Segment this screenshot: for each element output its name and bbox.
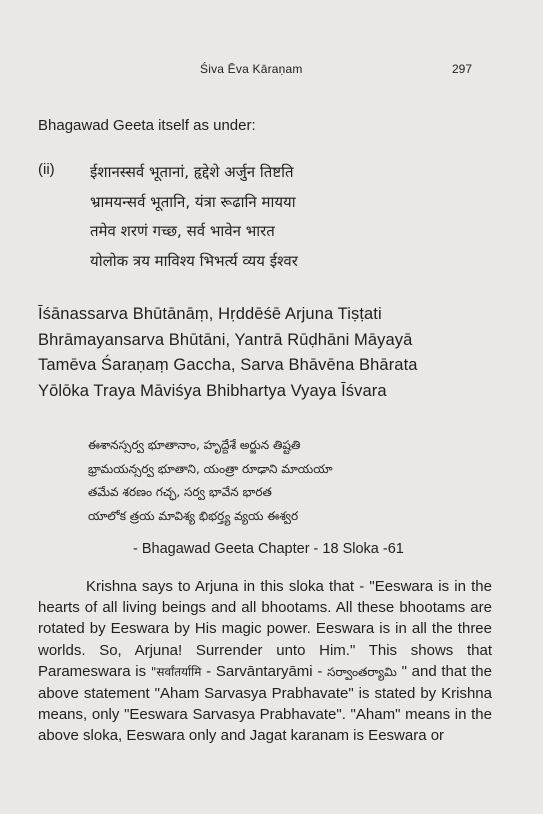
- commentary: [38, 576, 492, 747]
- telugu-line: తమేవ శరణం గచ్ఛ, సర్వ భావేన భారత: [88, 485, 272, 499]
- telugu-term: సర్వాంతర్యామి: [327, 664, 397, 679]
- transliteration-line: Īśānassarva Bhūtānāṃ, Hṛddēśē Arjuna Tiṣṭati: [38, 305, 382, 323]
- devanagari-line: भ्रामयन्सर्व भूतानि, यंत्रा रूढानि मायया: [90, 192, 296, 211]
- devanagari-line: ईशानस्सर्व भूतानां, हृद्देशे अर्जुन तिष्टति: [90, 163, 294, 181]
- telugu-line: యాలోక త్రయ మావిశ్య భిభర్త్య వ్యయ ఈశ్వర: [88, 508, 299, 523]
- transliteration-line: Tamēva Śaraṇaṃ Gaccha, Sarva Bhāvēna Bhārata: [38, 356, 418, 374]
- devanagari-term: "सर्वांतर्यामि: [150, 664, 202, 679]
- telugu-line: ఈశానస్సర్వ భూతానాం, హృద్దేశే అర్జున తిష్టతి: [88, 438, 301, 452]
- transliteration-verse: [38, 302, 418, 404]
- running-title: Śiva Ēva Kāraṇam: [200, 62, 303, 76]
- commentary-text: Krishna says to Arjuna in this sloka that - "Eeswara is in the hearts of all living beings and all bhootams. All these bhootams are rotated by Eeswara by His magic power. Eeswara is in all the three worlds. So, Arjuna! Surrender unto Him." This shows that Parameswara is: [38, 578, 492, 680]
- verse-source: - Bhagawad Geeta Chapter - 18 Sloka -61: [133, 541, 404, 557]
- telugu-line: భ్రామయన్సర్వ భూతాని, యంత్రా రూఢాని మాయయా: [88, 461, 333, 476]
- devanagari-line: तमेव शरणं गच्छ, सर्व भावेन भारत: [90, 222, 275, 240]
- commentary-text: " and that the above statement "Aham Sarvasya Prabhavate" is stated by Krishna means, only "Eeswara Sarvasya Prabhavate". "Aham" means in the above sloka, Eeswara only and Jagat karanam is Eeswara or: [38, 662, 492, 745]
- verse-label: (ii): [38, 161, 55, 178]
- intro-text: Bhagawad Geeta itself as under:: [38, 117, 256, 134]
- page-number: 297: [452, 62, 473, 76]
- roman-term: Sarvāntaryāmi -: [215, 662, 328, 680]
- transliteration-line: Yōlōka Traya Māviśya Bhibhartya Vyaya Īśvara: [38, 381, 387, 400]
- commentary-paragraph: [38, 576, 492, 747]
- telugu-verse: [88, 434, 333, 528]
- devanagari-line: योलोक त्रय माविश्य भिभर्त्य व्यय ईश्वर: [90, 251, 298, 270]
- transliteration-line: Bhrāmayansarva Bhūtāni, Yantrā Rūḍhāni Māyayā: [38, 330, 413, 349]
- devanagari-verse: [90, 158, 298, 276]
- dash: -: [201, 662, 212, 680]
